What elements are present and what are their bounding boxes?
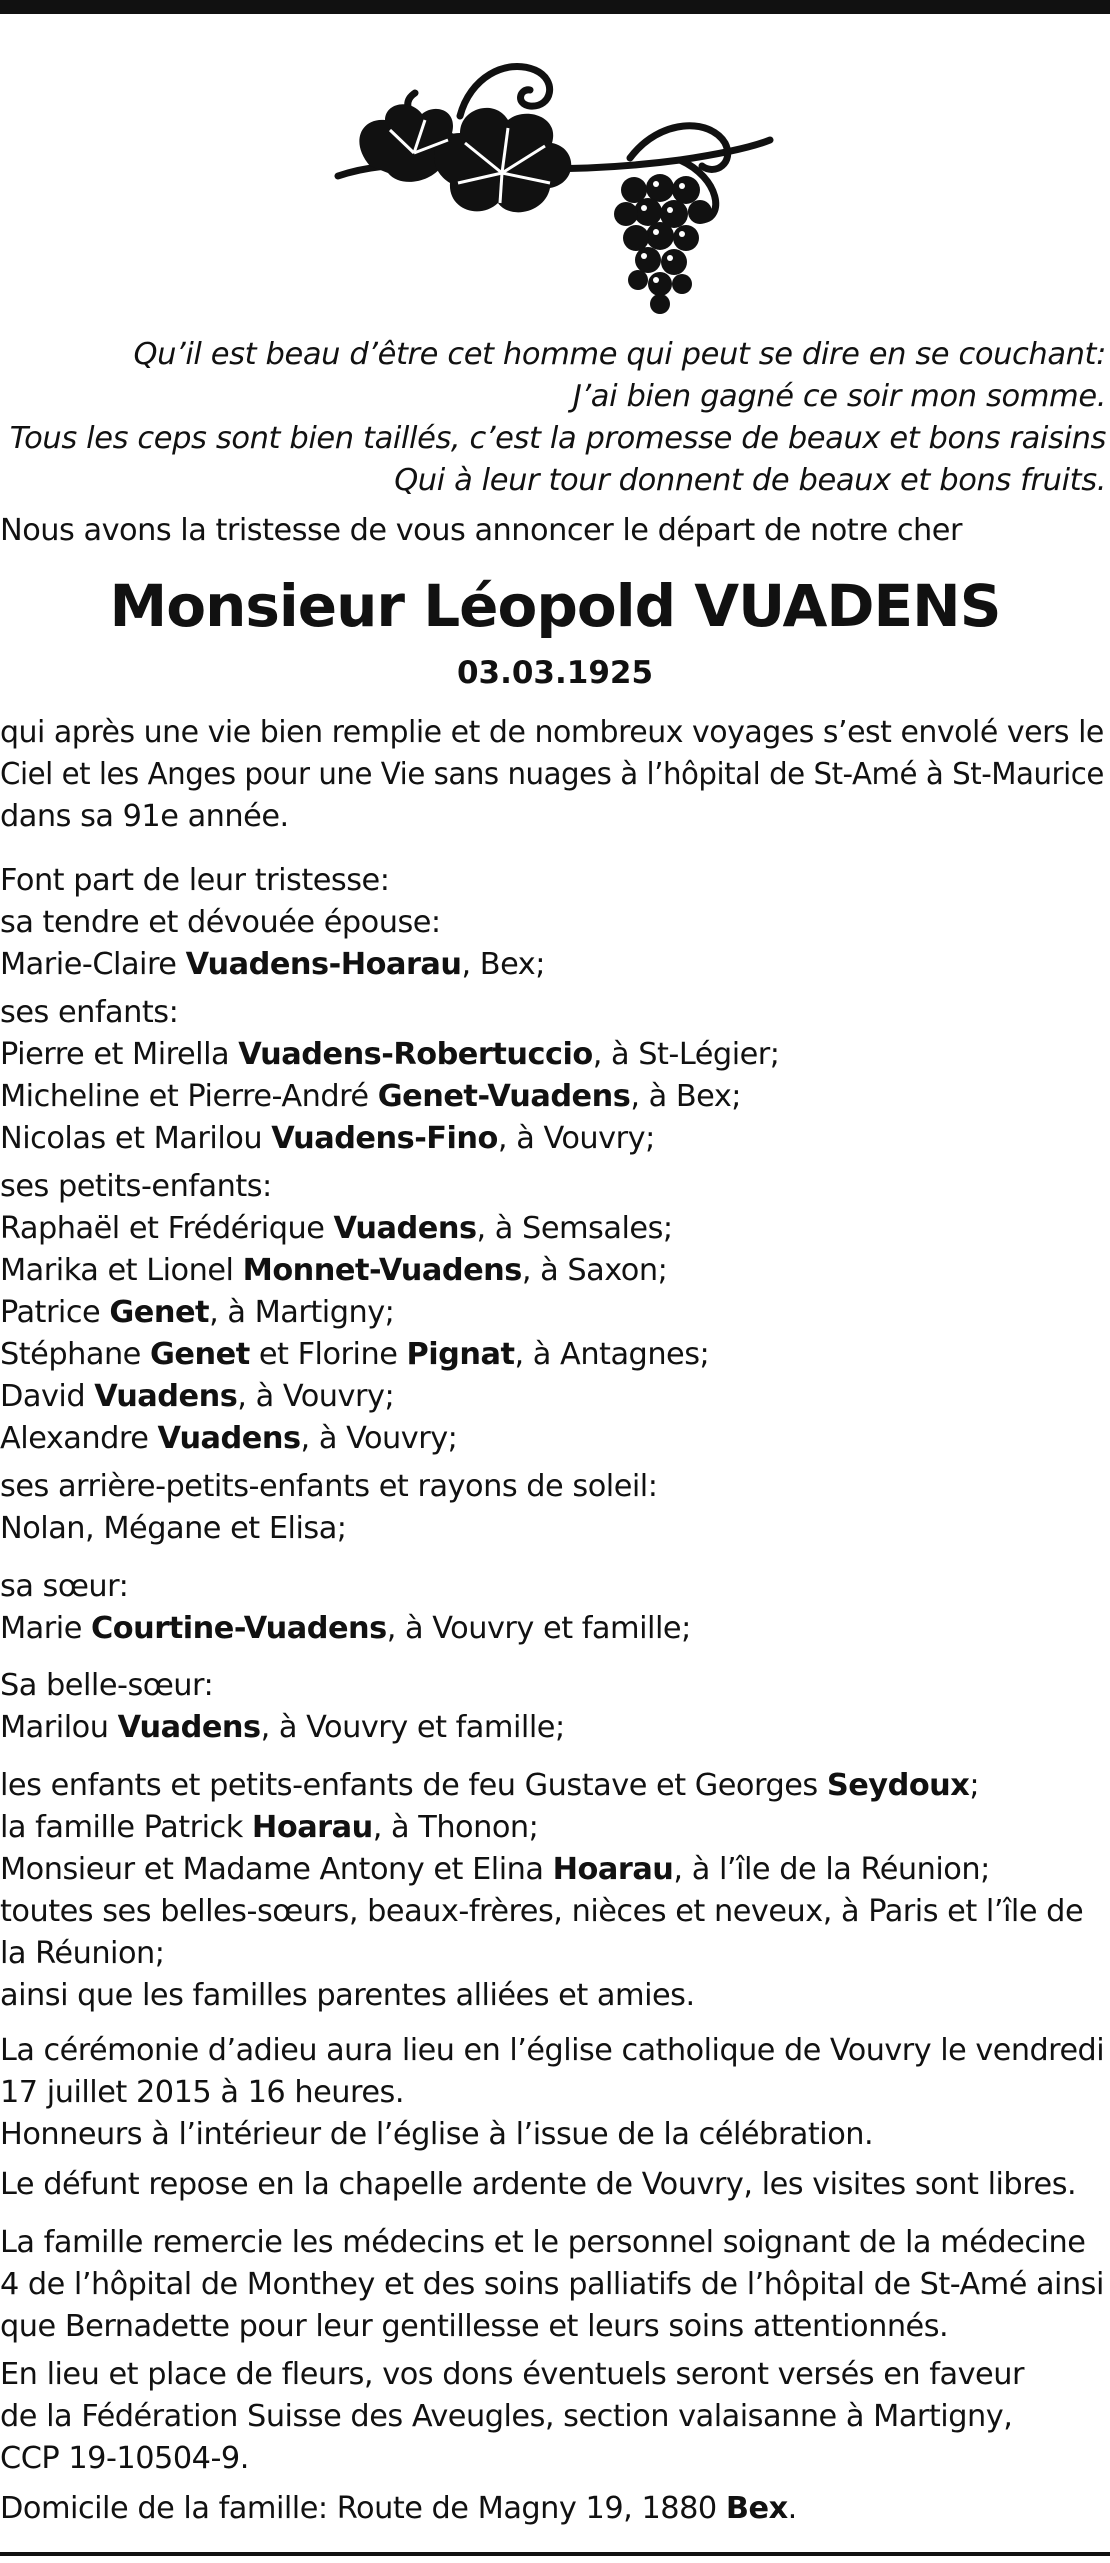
list-item: Stéphane Genet et Florine Pignat, à Antagnes; [0, 1337, 710, 1372]
other-relatives: les enfants et petits-enfants de feu Gustave et Georges Seydoux; la famille Patrick Hoarau, à Thonon; Monsieur et Madame Antony et Elina Hoarau, à l’île de la Réunion; toutes ses belles-sœurs, beaux-frères, nièces et neveux, à Paris et l’île de la Réunion; ainsi que les familles parentes alliées et amies. [0, 1768, 1084, 2013]
intro-text: Nous avons la tristesse de vous annoncer le départ de notre cher [0, 513, 962, 548]
great-grandchildren: ses arrière-petits-enfants et rayons de soleil: Nolan, Mégane et Elisa; [0, 1469, 658, 1546]
family-announce: Font part de leur tristesse: sa tendre et dévouée épouse: Marie-Claire Vuadens-Hoarau, Bex; [0, 860, 1110, 986]
list-item: Marika et Lionel Monnet-Vuadens, à Saxon; [0, 1253, 668, 1288]
spouse-line: Marie-Claire Vuadens-Hoarau, Bex; [0, 947, 545, 982]
poem-line: Qu’il est beau d’être cet homme qui peut se dire en se couchant: [133, 337, 1106, 372]
poem-line: Qui à leur tour donnent de beaux et bons fruits. [394, 463, 1106, 498]
birth-date: 03.03.1925 [456, 655, 654, 691]
bottom-rule [0, 2552, 1110, 2556]
deceased-name: Monsieur Léopold VUADENS [109, 572, 1001, 640]
thanks: La famille remercie les médecins et le personnel soignant de la médecine 4 de l’hôpital de Monthey et des soins palliatifs de l’hôpital de St-Amé ainsi que Bernadette pour leur gentillesse et leurs soins attentionnés. [0, 2225, 1104, 2344]
list-item: Pierre et Mirella Vuadens-Robertuccio, à St-Légier; [0, 1037, 780, 1072]
grandchildren-list: ses petits-enfants: Raphaël et Frédérique Vuadens, à Semsales; Marika et Lionel Monnet-Vuadens, à Saxon; Patrice Genet, à Martigny; Stéphane Genet et Florine Pignat, à Antagnes; David Vuadens, à Vouvry; Alexandre Vuadens, à Vouvry; [0, 1166, 1110, 1460]
rest-info: Le défunt repose en la chapelle ardente de Vouvry, les visites sont libres. [0, 2167, 1077, 2202]
list-item: Patrice Genet, à Martigny; [0, 1295, 395, 1330]
sister: sa sœur: Marie Courtine-Vuadens, à Vouvry et famille; [0, 1569, 691, 1646]
biography: qui après une vie bien remplie et de nombreux voyages s’est envolé vers le Ciel et les Anges pour une Vie sans nuages à l’hôpital de St-Amé à St-Maurice dans sa 91e année. [0, 715, 1104, 834]
poem [6, 334, 1106, 502]
list-item: Nicolas et Marilou Vuadens-Fino, à Vouvry; [0, 1121, 655, 1156]
sister-in-law: Sa belle-sœur: Marilou Vuadens, à Vouvry et famille; [0, 1668, 565, 1745]
donations: En lieu et place de fleurs, vos dons éventuels seront versés en faveur de la Fédération Suisse des Aveugles, section valaisanne à Martigny, CCP 19-10504-9. [0, 2357, 1024, 2476]
list-item: David Vuadens, à Vouvry; [0, 1379, 395, 1414]
list-item: Alexandre Vuadens, à Vouvry; [0, 1421, 458, 1456]
list-item: Micheline et Pierre-André Genet-Vuadens, à Bex; [0, 1079, 742, 1114]
list-item: Raphaël et Frédérique Vuadens, à Semsales; [0, 1211, 673, 1246]
ceremony-info: La cérémonie d’adieu aura lieu en l’église catholique de Vouvry le vendredi 17 juillet 2015 à 16 heures. Honneurs à l’intérieur de l’église à l’issue de la célébration. [0, 2033, 1105, 2152]
grapevine-icon [330, 48, 780, 328]
children-list: ses enfants: Pierre et Mirella Vuadens-Robertuccio, à St-Légier; Micheline et Pierre-André Genet-Vuadens, à Bex; Nicolas et Marilou Vuadens-Fino, à Vouvry; [0, 992, 1110, 1160]
family-domicile: Domicile de la famille: Route de Magny 19, 1880 Bex. [0, 2491, 797, 2526]
poem-line: J’ai bien gagné ce soir mon somme. [572, 379, 1106, 414]
top-rule [0, 0, 1110, 14]
poem-line: Tous les ceps sont bien taillés, c’est la promesse de beaux et bons raisins [9, 421, 1106, 456]
